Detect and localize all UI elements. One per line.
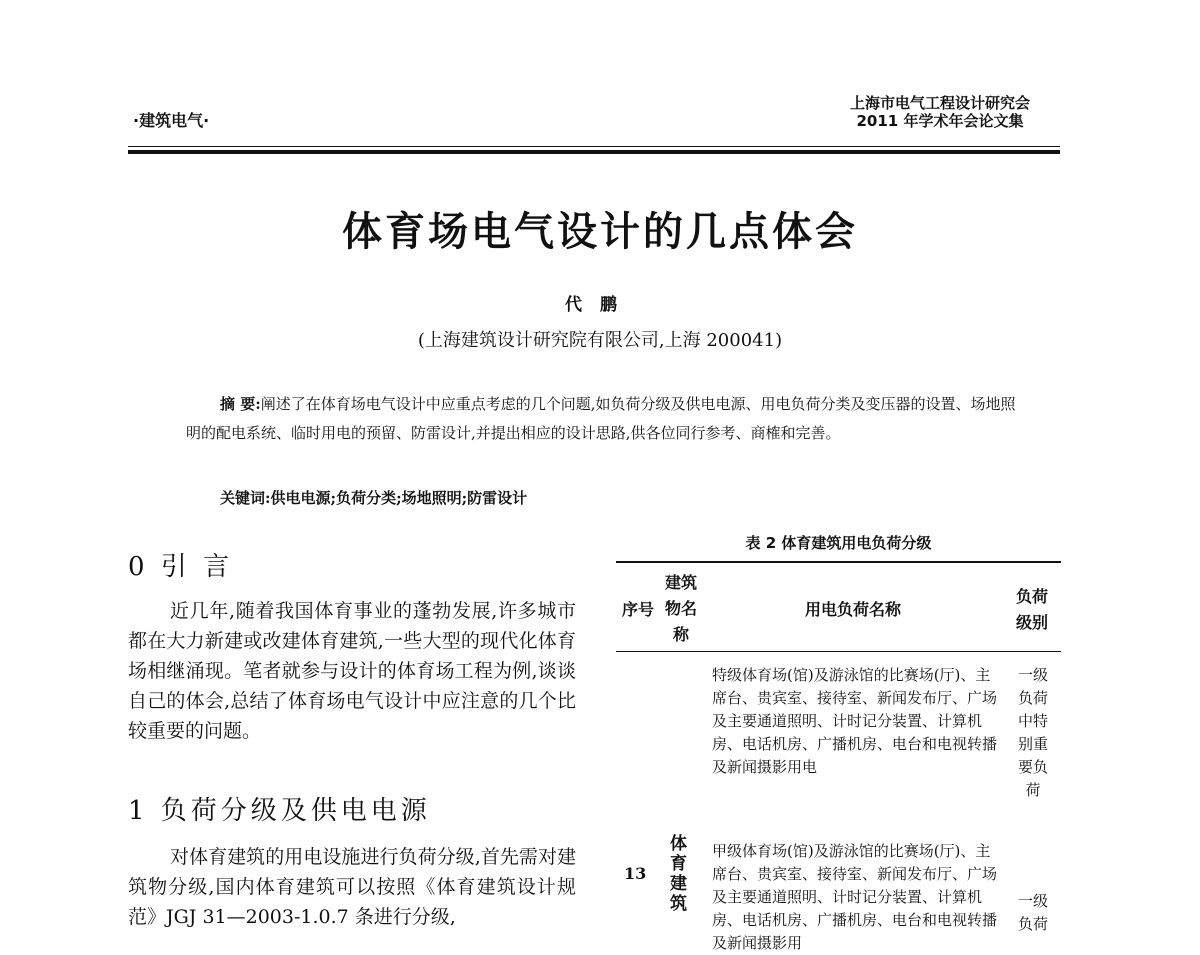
journal-line-1: 上海市电气工程设计研究会 — [849, 94, 1030, 112]
table-row-load-special: 特级体育场(馆)及游泳馆的比赛场(厅)、主席台、贵宾室、接待室、新闻发布厅、广场及主要通道照明、计时记分装置、计算机房、电话机房、广播机房、电台和电视转播及新闻摄影用电 — [712, 666, 998, 776]
load-classification-paragraph: 对体育建筑的用电设施进行负荷分级,首先需对建筑物分级,国内体育建筑可以按照《体育建筑设计规范》JGJ 31—2003-1.0.7 条进行分级, — [128, 846, 576, 928]
author: 代鹏 — [565, 295, 635, 315]
table-row-building: 体育建筑 — [670, 834, 687, 914]
journal-title — [820, 94, 1060, 130]
section-tag: ·建筑电气· — [133, 111, 210, 130]
intro-paragraph: 近几年,随着我国体育事业的蓬勃发展,许多城市都在大力新建或改建体育建筑,一些大型的现代化体育场相继涌现。笔者就参与设计的体育场工程为例,谈谈自己的体会,总结了体育场电气设计中应注意的几个比较重要的问题。 — [128, 600, 576, 742]
keywords-label: 关键词: — [220, 489, 271, 507]
affiliation: (上海建筑设计研究院有限公司,上海 200041) — [417, 330, 783, 351]
table-row-level-special: 一级负荷中特别重要负荷 — [1017, 666, 1048, 799]
abstract — [186, 390, 1026, 448]
keywords — [220, 487, 527, 508]
section-heading-intro: 0 引 言 — [128, 552, 234, 582]
section-heading-load-classification: 1 负荷分级及供电电源 — [128, 796, 431, 826]
table-row-level-first: 一级负荷 — [1017, 892, 1048, 933]
keywords-text: 供电电源;负荷分类;场地照明;防雷设计 — [270, 489, 528, 507]
table-row-number: 13 — [624, 864, 647, 883]
table-header-building: 建筑物名称 — [664, 573, 697, 644]
table-top-rule — [616, 561, 1061, 563]
table-header-number: 序号 — [621, 600, 654, 619]
table-header-level: 负荷级别 — [1015, 587, 1048, 632]
table-caption: 表 2 体育建筑用电负荷分级 — [745, 534, 932, 552]
journal-line-2: 2011 年学术年会论文集 — [856, 112, 1024, 130]
table-header-rule — [616, 651, 1061, 652]
table-row-load-first: 甲级体育场(馆)及游泳馆的比赛场(厅)、主席台、贵宾室、接待室、新闻发布厅、广场及主要通道照明、计时记分装置、计算机房、电话机房、广播机房、电台和电视转播及新闻摄影用 — [712, 842, 998, 952]
abstract-label: 摘 要: — [220, 395, 261, 413]
header-rule-thick — [128, 150, 1060, 154]
header-rule-thin — [128, 146, 1060, 147]
paper-title: 体育场电气设计的几点体会 — [342, 209, 858, 255]
table-header-load: 用电负荷名称 — [804, 600, 901, 619]
abstract-text: 阐述了在体育场电气设计中应重点考虑的几个问题,如负荷分级及供电电源、用电负荷分类及变压器的设置、场地照明的配电系统、临时用电的预留、防雷设计,并提出相应的设计思路,供各位同行参考、商榷和完善。 — [186, 395, 1016, 442]
